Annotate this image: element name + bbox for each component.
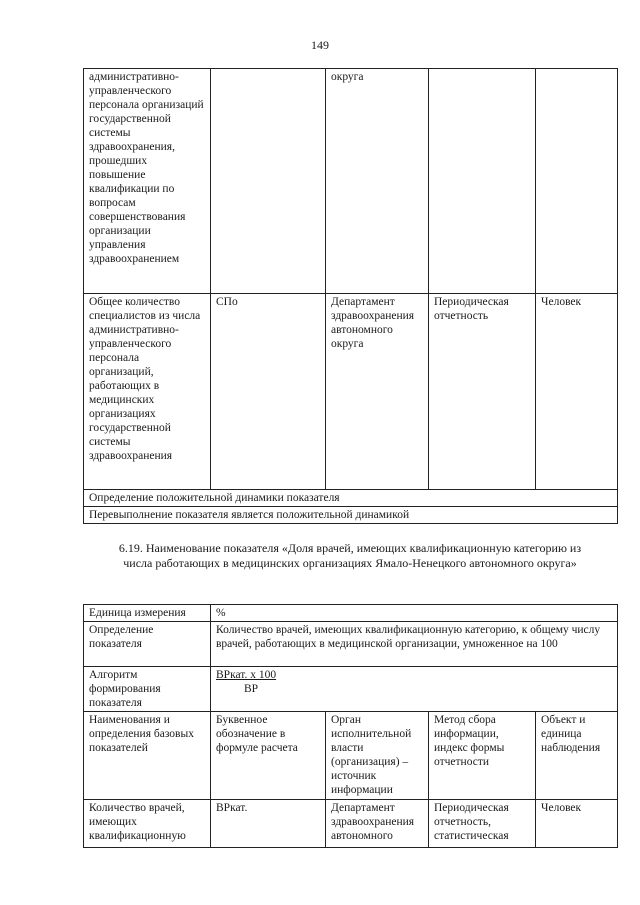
table-row: [84, 712, 618, 800]
table-row: [84, 507, 618, 524]
cell-source: Департамент здравоохранения автономного округа: [326, 294, 429, 490]
table-row: [84, 69, 618, 294]
formula-denominator: ВР: [244, 683, 259, 695]
definition-label: Определение показателя: [84, 622, 211, 667]
cell-symbol: СПо: [211, 294, 326, 490]
cell-unit: [536, 69, 618, 294]
cell-source: округа: [326, 69, 429, 294]
dynamics-label: Определение положительной динамики показателя: [84, 490, 618, 507]
table-row: [84, 490, 618, 507]
indicator-table-continued: [83, 68, 618, 524]
table-row: [84, 667, 618, 712]
dynamics-value: Перевыполнение показателя является положительной динамикой: [84, 507, 618, 524]
cell-method: [429, 69, 536, 294]
cell-name: Количество врачей, имеющих квалификационную: [84, 800, 211, 848]
unit-label: Единица измерения: [84, 605, 211, 622]
indicator-title: 6.19. Наименование показателя «Доля врачей, имеющих квалификационную категорию из числа работающих в медицинских организациях Ямало-Ненецкого автономного округа»: [118, 541, 582, 570]
formula-numerator: ВРкат. х 100: [216, 669, 277, 681]
table-row: [84, 622, 618, 667]
unit-value: %: [211, 605, 618, 622]
cell-object: Человек: [536, 800, 618, 848]
header-object: Объект и единица наблюдения: [536, 712, 618, 800]
cell-source: Департамент здравоохранения автономного: [326, 800, 429, 848]
cell-name: административно-управленческого персонала организаций государственной системы здравоохранения, прошедших повышение квалификации по вопросам совершенствования организации управления здравоохранением: [84, 69, 211, 294]
algorithm-label: Алгоритм формирования показателя: [84, 667, 211, 712]
table-row: [84, 294, 618, 490]
cell-name: Общее количество специалистов из числа административно-управленческого персонала организаций, работающих в медицинских организациях государственной системы здравоохранения: [84, 294, 211, 490]
definition-value: Количество врачей, имеющих квалификационную категорию, к общему числу врачей, работающих в медицинской организации, умноженное на 100: [211, 622, 618, 667]
header-source: Орган исполнительной власти (организация) – источник информации: [326, 712, 429, 800]
header-name: Наименования и определения базовых показателей: [84, 712, 211, 800]
cell-method: Периодическая отчетность, статистическая: [429, 800, 536, 848]
formula: [211, 667, 618, 712]
header-symbol: Буквенное обозначение в формуле расчета: [211, 712, 326, 800]
page-number: 149: [311, 38, 329, 52]
cell-symbol: ВРкат.: [211, 800, 326, 848]
cell-symbol: [211, 69, 326, 294]
indicator-passport-table: [83, 604, 618, 848]
cell-method: Периодическая отчетность: [429, 294, 536, 490]
table-row: [84, 800, 618, 848]
table-row: [84, 605, 618, 622]
cell-unit: Человек: [536, 294, 618, 490]
header-method: Метод сбора информации, индекс формы отчетности: [429, 712, 536, 800]
